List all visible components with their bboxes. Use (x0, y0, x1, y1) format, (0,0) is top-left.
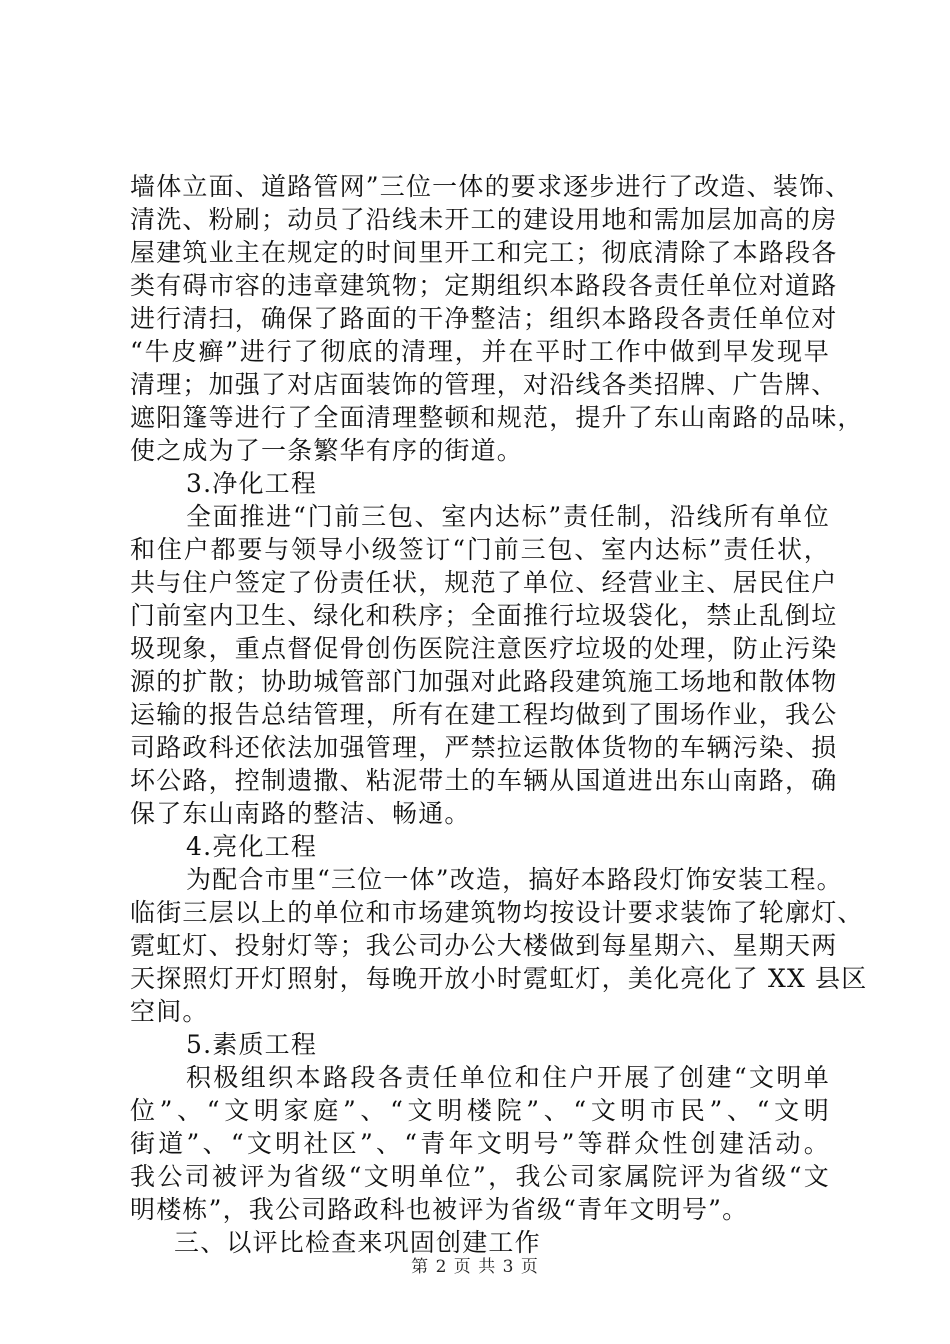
paragraph-line: 清理；加强了对店面装饰的管理，对沿线各类招牌、广告牌、 (130, 370, 838, 399)
document-body (130, 170, 868, 1259)
paragraph-line: 清洗、粉刷；动员了沿线未开工的建设用地和需加层加高的房 (130, 205, 838, 234)
page-number: 第 2 页 共 3 页 (411, 1257, 539, 1277)
paragraph-line: 运输的报告总结管理，所有在建工程均做到了围场作业，我公 (130, 700, 838, 729)
paragraph-line: 使之成为了一条繁华有序的街道。 (130, 436, 524, 465)
paragraph-line: 进行清扫，确保了路面的干净整洁；组织本路段各责任单位对 (130, 304, 838, 333)
section-heading: 3.净化工程 (186, 469, 318, 498)
paragraph-line: 全面推进“门前三包、室内达标”责任制，沿线所有单位 (186, 502, 830, 531)
paragraph-line: 为配合市里“三位一体”改造，搞好本路段灯饰安装工程。 (186, 865, 843, 894)
paragraph-line: 我公司被评为省级“文明单位”，我公司家属院评为省级“文 (130, 1162, 830, 1191)
paragraph-line: 天探照灯开灯照射，每晚开放小时霓虹灯，美化亮化了 XX 县区 (130, 964, 868, 993)
paragraph-line: 源的扩散；协助城管部门加强对此路段建筑施工场地和散体物 (130, 667, 838, 696)
paragraph-line: 和住户都要与领导小级签订“门前三包、室内达标”责任状， (130, 535, 830, 564)
paragraph-line: 积极组织本路段各责任单位和住户开展了创建“文明单 (186, 1063, 830, 1092)
paragraph-line: 空间。 (130, 997, 209, 1026)
paragraph-line: 临街三层以上的单位和市场建筑物均按设计要求装饰了轮廓灯、 (130, 898, 864, 927)
paragraph-line: 明楼栋”，我公司路政科也被评为省级“青年文明号”。 (130, 1195, 749, 1224)
paragraph-line: 保了东山南路的整洁、畅通。 (130, 799, 471, 828)
paragraph-line: 圾现象，重点督促骨创伤医院注意医疗垃圾的处理，防止污染 (130, 634, 838, 663)
paragraph-line: 街道”、“文明社区”、“青年文明号”等群众性创建活动。 (130, 1129, 830, 1158)
paragraph-line: 坏公路，控制遗撒、粘泥带土的车辆从国道进出东山南路，确 (130, 766, 838, 795)
paragraph-line: 霓虹灯、投射灯等；我公司办公大楼做到每星期六、星期天两 (130, 931, 838, 960)
paragraph-line: “牛皮癣”进行了彻底的清理，并在平时工作中做到早发现早 (130, 337, 830, 366)
section-heading: 5.素质工程 (186, 1030, 318, 1059)
section-heading: 4.亮化工程 (186, 832, 318, 861)
paragraph-line: 类有碍市容的违章建筑物；定期组织本路段各责任单位对道路 (130, 271, 838, 300)
paragraph-line: 遮阳篷等进行了全面清理整顿和规范，提升了东山南路的品味， (130, 403, 864, 432)
paragraph-line: 共与住户签定了份责任状，规范了单位、经营业主、居民住户 (130, 568, 838, 597)
section-heading: 三、以评比检查来巩固创建工作 (174, 1228, 541, 1257)
paragraph-line: 司路政科还依法加强管理，严禁拉运散体货物的车辆污染、损 (130, 733, 838, 762)
paragraph-line: 墙体立面、道路管网”三位一体的要求逐步进行了改造、装饰、 (130, 172, 852, 201)
paragraph-line: 屋建筑业主在规定的时间里开工和完工；彻底清除了本路段各 (130, 238, 838, 267)
paragraph-line: 位”、“文明家庭”、“文明楼院”、“文明市民”、“文明 (130, 1096, 830, 1125)
paragraph-line: 门前室内卫生、绿化和秩序；全面推行垃圾袋化，禁止乱倒垃 (130, 601, 838, 630)
